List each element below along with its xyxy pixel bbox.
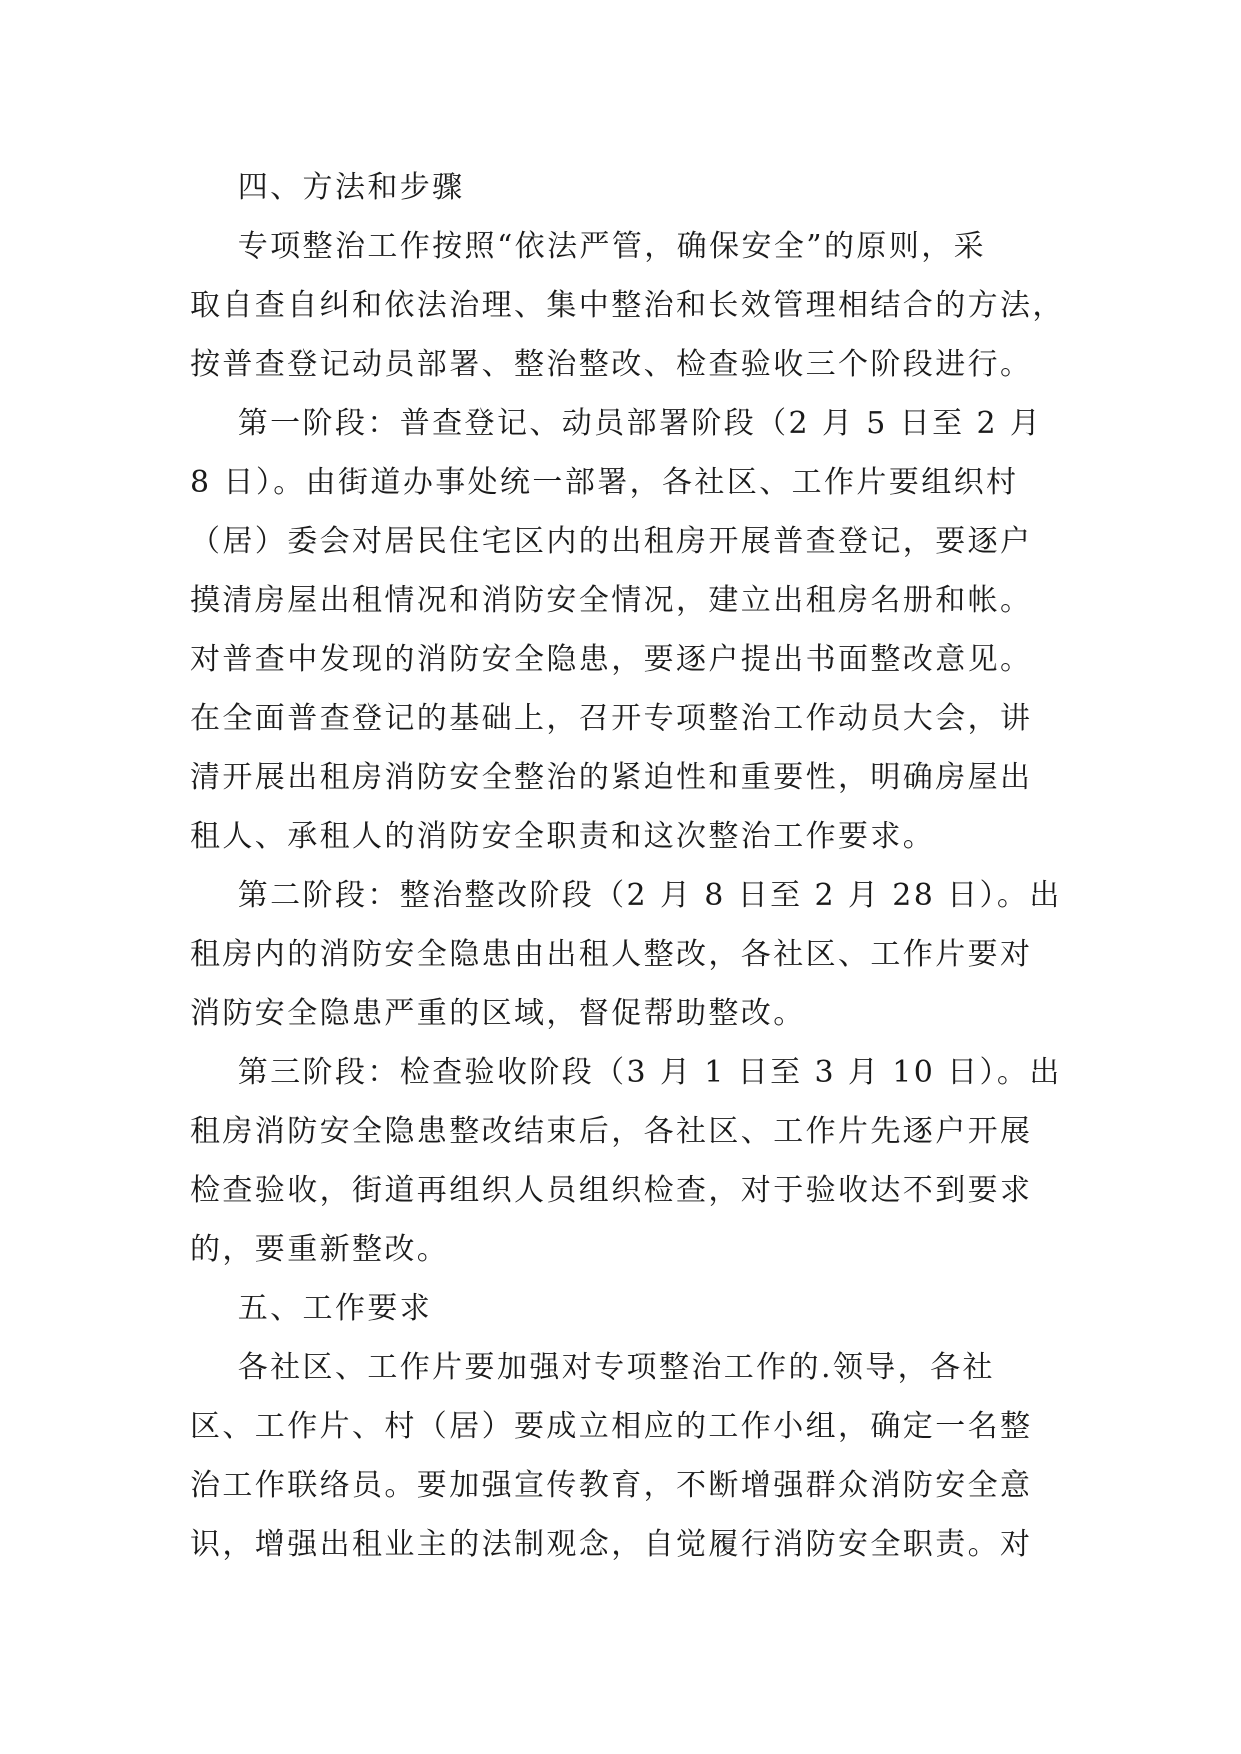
paragraph-line: 第一阶段：普查登记、动员部署阶段（2 月 5 日至 2 月: [190, 406, 1043, 441]
paragraph-line: 治工作联络员。要加强宣传教育，不断增强群众消防安全意: [190, 1468, 1033, 1503]
paragraph-line: 按普查登记动员部署、整治整改、检查验收三个阶段进行。: [190, 347, 1033, 382]
paragraph-line: 取自查自纠和依法治理、集中整治和长效管理相结合的方法，: [190, 288, 1065, 323]
paragraph-line: 检查验收，街道再组织人员组织检查，对于验收达不到要求: [190, 1173, 1033, 1208]
paragraph-line: 租房消防安全隐患整改结束后，各社区、工作片先逐户开展: [190, 1114, 1033, 1149]
paragraph-line: 区、工作片、村（居）要成立相应的工作小组，确定一名整: [190, 1409, 1033, 1444]
section-heading: 四、方法和步骤: [190, 170, 465, 205]
paragraph-line: 对普查中发现的消防安全隐患，要逐户提出书面整改意见。: [190, 642, 1033, 677]
paragraph-line: 第三阶段：检查验收阶段（3 月 1 日至 3 月 10 日）。出: [190, 1055, 1062, 1090]
paragraph-line: 8 日）。由街道办事处统一部署，各社区、工作片要组织村: [190, 465, 1019, 500]
paragraph-line: 的，要重新整改。: [190, 1232, 450, 1267]
paragraph-line: 第二阶段：整治整改阶段（2 月 8 日至 2 月 28 日）。出: [190, 878, 1062, 913]
paragraph-line: 摸清房屋出租情况和消防安全情况，建立出租房名册和帐。: [190, 583, 1033, 618]
paragraph-line: 在全面普查登记的基础上，召开专项整治工作动员大会，讲: [190, 701, 1033, 736]
section-heading: 五、工作要求: [190, 1291, 433, 1326]
paragraph-line: 租人、承租人的消防安全职责和这次整治工作要求。: [190, 819, 936, 854]
document-body: [190, 158, 1080, 1574]
paragraph-line: 识，增强出租业主的法制观念，自觉履行消防安全职责。对: [190, 1527, 1033, 1562]
paragraph-line: 租房内的消防安全隐患由出租人整改，各社区、工作片要对: [190, 937, 1033, 972]
paragraph-line: （居）委会对居民住宅区内的出租房开展普查登记，要逐户: [190, 524, 1033, 559]
paragraph-line: 消防安全隐患严重的区域，督促帮助整改。: [190, 996, 806, 1031]
paragraph-line: 各社区、工作片要加强对专项整治工作的.领导，各社: [190, 1350, 995, 1385]
paragraph-line: 清开展出租房消防安全整治的紧迫性和重要性，明确房屋出: [190, 760, 1033, 795]
paragraph-line: 专项整治工作按照“依法严管，确保安全”的原则，采: [190, 229, 987, 264]
